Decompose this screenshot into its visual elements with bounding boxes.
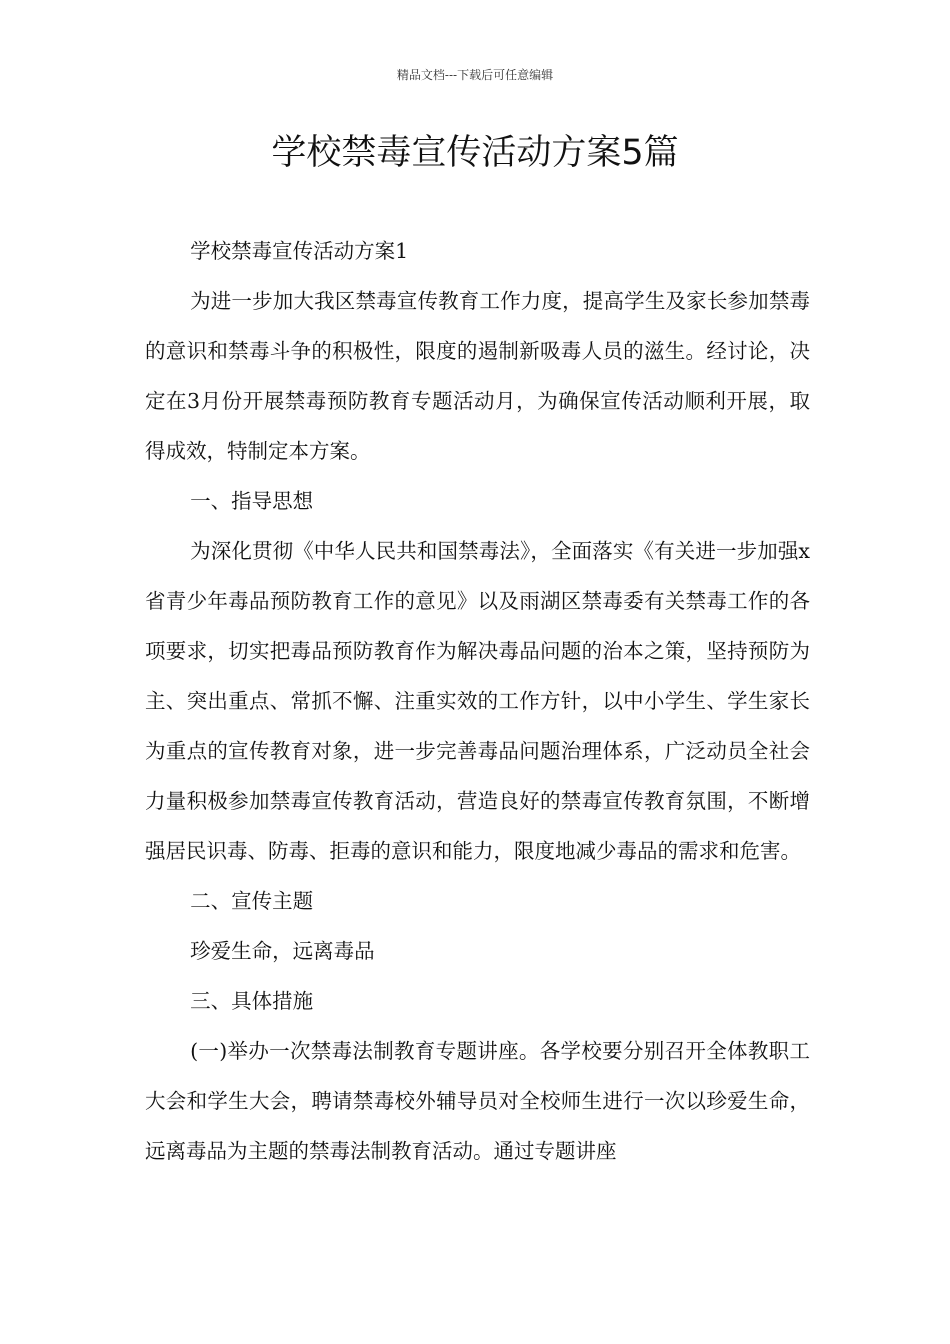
paragraph-guiding-ideology: 为深化贯彻《中华人民共和国禁毒法》，全面落实《有关进一步加强x省青少年毒品预防教育工作的意见》以及雨湖区禁毒委有关禁毒工作的各项要求，切实把毒品预防教育作为解决毒品问题的治本之策，坚持预防为主、突出重点、常抓不懈、注重实效的工作方针，以中小学生、学生家长为重点的宣传教育对象，进一步完善毒品问题治理体系，广泛动员全社会力量积极参加禁毒宣传教育活动，营造良好的禁毒宣传教育氛围，不断增强居民识毒、防毒、拒毒的意识和能力，限度地减少毒品的需求和危害。 (145, 539, 810, 863)
document-body (145, 226, 810, 1176)
paragraph-measure-1: (一)举办一次禁毒法制教育专题讲座。各学校要分别召开全体教职工大会和学生大会，聘请禁毒校外辅导员对全校师生进行一次以珍爱生命，远离毒品为主题的禁毒法制教育活动。通过专题讲座 (145, 1039, 810, 1163)
heading-guiding-ideology: 一、指导思想 (190, 489, 314, 513)
heading-publicity-theme: 二、宣传主题 (190, 889, 314, 913)
heading-specific-measures: 三、具体措施 (190, 989, 314, 1013)
header-note: 精品文档---下载后可任意编辑 (396, 68, 554, 82)
paragraph-intro: 为进一步加大我区禁毒宣传教育工作力度，提高学生及家长参加禁毒的意识和禁毒斗争的积极性，限度的遏制新吸毒人员的滋生。经讨论，决定在3月份开展禁毒预防教育专题活动月，为确保宣传活动顺利开展，取得成效，特制定本方案。 (145, 289, 810, 463)
paragraph-theme: 珍爱生命，远离毒品 (190, 939, 375, 963)
section-subtitle: 学校禁毒宣传活动方案1 (190, 239, 409, 263)
document-title: 学校禁毒宣传活动方案5篇 (271, 133, 679, 173)
